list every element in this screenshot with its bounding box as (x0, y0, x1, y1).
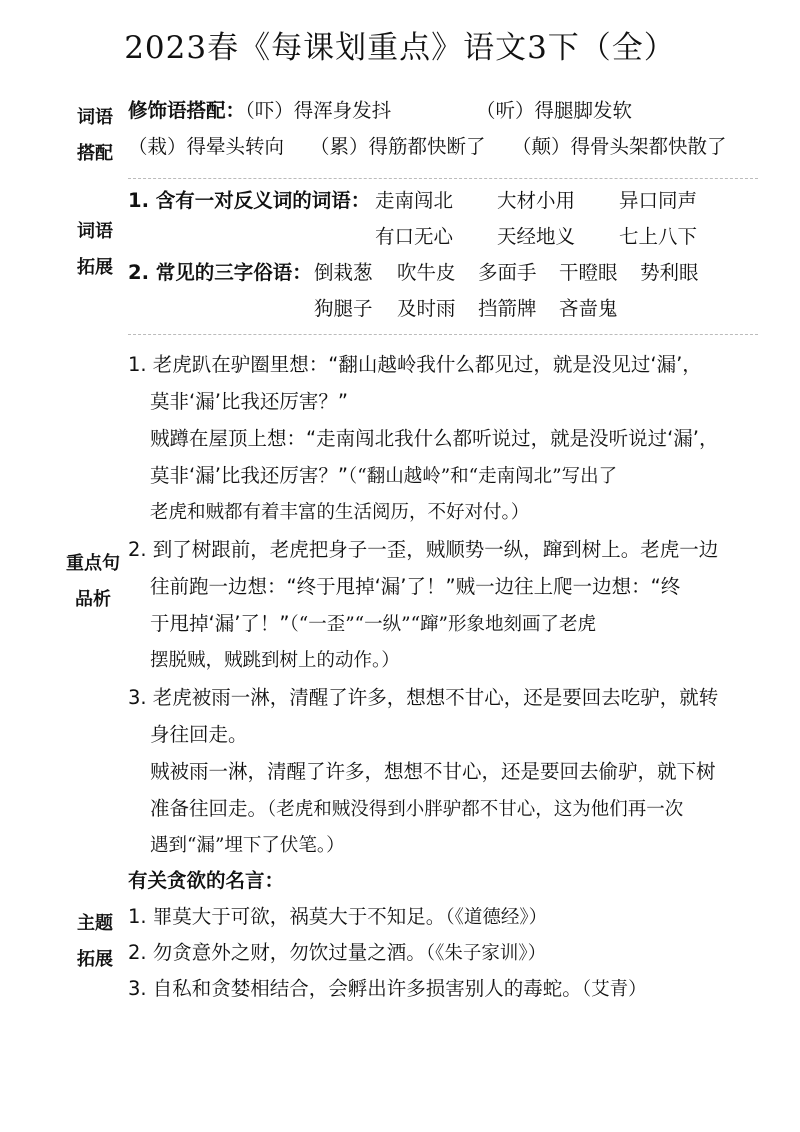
sentence-text: 莫非‘漏’比我还厉害？” (150, 464, 348, 487)
sentence-note: （“翻山越岭”和“走南闯北”写出了 (348, 466, 618, 487)
antonym-word: 走南闯北 (375, 189, 454, 212)
section-divider (128, 178, 758, 179)
section-label-line: 搭配 (77, 143, 113, 164)
sentence-line: 莫非‘漏’比我还厉害？” (150, 390, 348, 413)
slang-heading: 2. 常见的三字俗语： (128, 261, 312, 284)
sentence-line: 1. 老虎趴在驴圈里想：“翻山越岭我什么都见过，就是没见过‘漏’， (128, 353, 702, 376)
section-label-line: 词语 (77, 221, 113, 242)
sentence-line (150, 605, 596, 644)
slang-word: 吹牛皮 (397, 261, 456, 284)
slang-word: 狗腿子 (314, 297, 373, 320)
slang-word: 多面手 (478, 261, 537, 284)
section-label-key-sentences (56, 546, 130, 618)
quote-item (128, 970, 647, 1009)
slang-word: 干瞪眼 (559, 261, 618, 284)
sentence-note: 老虎和贼都有着丰富的生活阅历，不好对付。） (150, 502, 530, 523)
section-label-line: 拓展 (77, 949, 113, 970)
quote-source: （艾青） (581, 979, 647, 1000)
section-label-line: 主题 (77, 913, 113, 934)
slang-word: 吝啬鬼 (559, 297, 618, 320)
sentence-line: 2. 到了树跟前，老虎把身子一歪，贼顺势一纵，蹿到树上。老虎一边 (128, 538, 719, 561)
collocation-item: （栽）得晕头转向 (128, 135, 285, 158)
sentence-text: 准备往回走。 (150, 797, 268, 820)
theme-heading: 有关贪欲的名言： (128, 869, 285, 892)
antonym-word: 天经地义 (497, 225, 576, 248)
section-divider (128, 334, 758, 335)
quote-text: 3. 自私和贪婪相结合，会孵出许多损害别人的毒蛇。 (128, 977, 582, 1000)
sentence-text: 于甩掉‘漏’了！” (150, 612, 290, 635)
slang-word: 倒栽葱 (314, 261, 373, 284)
slang-word: 挡箭牌 (478, 297, 537, 320)
quote-text: 1. 罪莫大于可欲，祸莫大于不知足。 (128, 905, 446, 928)
slang-word: 及时雨 (397, 297, 456, 320)
antonym-word: 大材小用 (497, 189, 576, 212)
antonym-word: 异口同声 (619, 189, 698, 212)
section-label-line: 拓展 (77, 257, 113, 278)
collocation-heading: 修饰语搭配： (128, 99, 246, 122)
sentence-line: 身往回走。 (150, 723, 248, 746)
antonym-heading: 1. 含有一对反义词的词语： (128, 189, 371, 212)
sentence-note: （“一歪”“一纵”“蹿”形象地刻画了老虎 (289, 614, 596, 635)
quote-text: 2. 勿贪意外之财，勿饮过量之酒。 (128, 941, 426, 964)
sentence-line: 贼被雨一淋，清醒了许多，想想不甘心，还是要回去偷驴，就下树 (150, 760, 716, 783)
quote-source: （《道德经》） (445, 907, 548, 928)
section-label-theme (62, 906, 128, 978)
sentence-line: 3. 老虎被雨一淋，清醒了许多，想想不甘心，还是要回去吃驴，就转 (128, 686, 719, 709)
collocation-item: （听）得腿脚发软 (476, 99, 633, 122)
sentence-note: 摆脱贼，贼跳到树上的动作。） (150, 650, 400, 671)
page-title: 2023春《每课划重点》语文3下（全） (124, 30, 676, 66)
sentence-note: （老虎和贼没得到小胖驴都不甘心，这为他们再一次 (267, 799, 684, 820)
sentence-line (150, 457, 617, 496)
quote-item (128, 934, 546, 973)
collocation-item: （颠）得骨头架都快散了 (512, 135, 727, 158)
sentence-note: 遇到“漏”埋下了伏笔。） (150, 835, 345, 856)
antonym-word: 七上八下 (619, 225, 698, 248)
section-label-line: 品析 (75, 589, 111, 610)
section-label-expansion (62, 214, 128, 286)
collocation-row-1 (128, 92, 391, 130)
antonym-word: 有口无心 (375, 225, 454, 248)
slang-word: 势利眼 (640, 261, 699, 284)
section-label-line: 词语 (77, 107, 113, 128)
sentence-line: 往前跑一边想：“终于甩掉‘漏’了！”贼一边往上爬一边想：“终 (150, 575, 681, 598)
collocation-item: （吓）得浑身发抖 (245, 99, 392, 122)
section-label-line: 重点句 (66, 553, 120, 574)
sentence-line (150, 790, 683, 829)
quote-source: （《朱子家训》） (425, 943, 547, 964)
collocation-item: （累）得筋都快断了 (310, 135, 486, 158)
sentence-line: 贼蹲在屋顶上想：“走南闯北我什么都听说过，就是没听说过‘漏’， (150, 427, 719, 450)
quote-item (128, 898, 547, 937)
section-label-collocation (62, 100, 128, 172)
